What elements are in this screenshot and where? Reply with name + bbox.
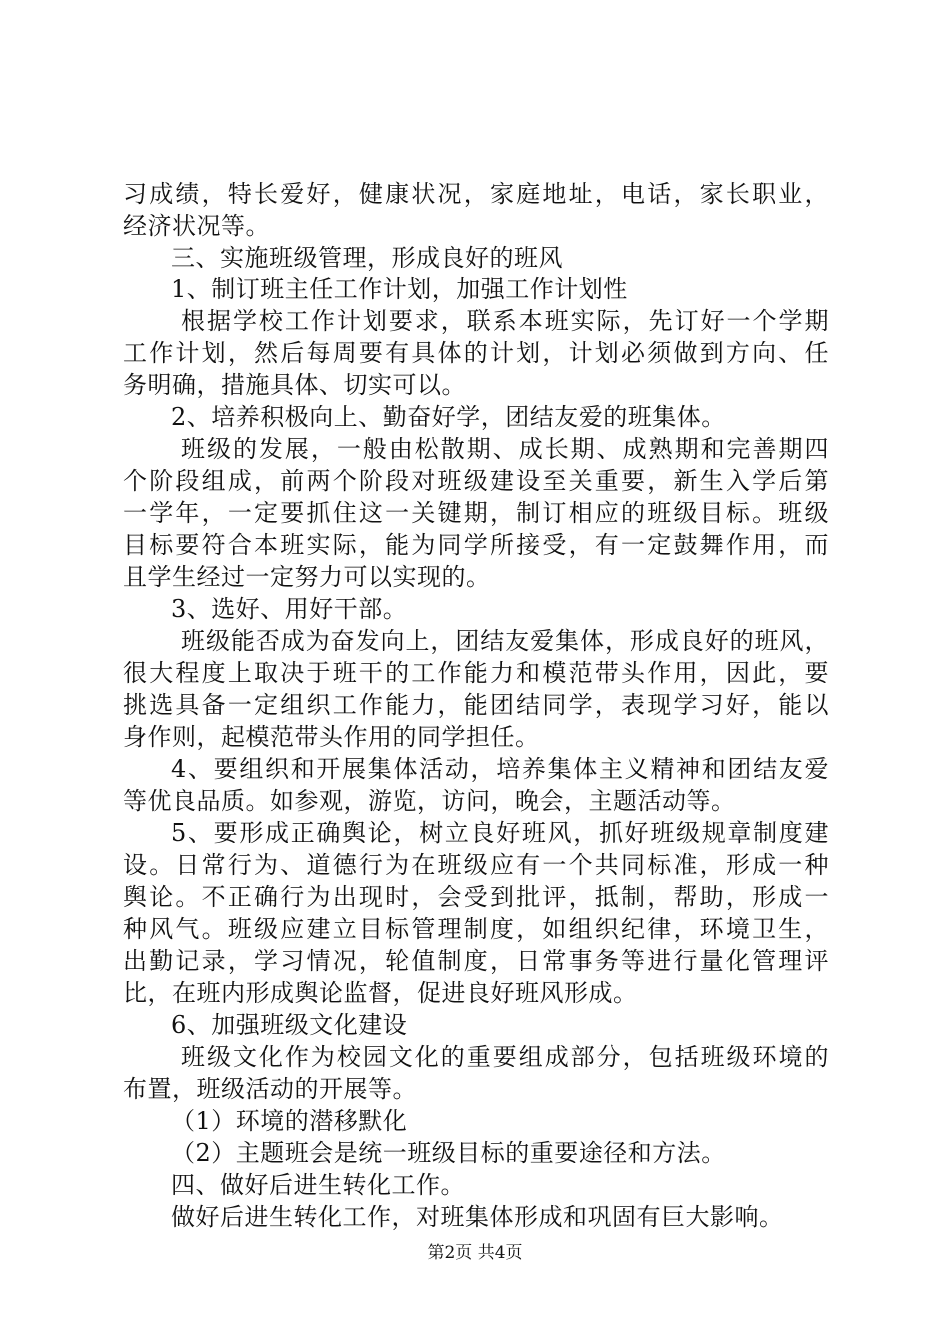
text-line: 等优良品质。如参观，游览，访问，晚会，主题活动等。 bbox=[123, 787, 736, 815]
section-heading: 三、实施班级管理，形成良好的班风 bbox=[171, 244, 563, 272]
subsection-heading: 5、要形成正确舆论，树立良好班风，抓好班级规章制度建 bbox=[171, 819, 829, 847]
text-line: 出勤记录，学习情况，轮值制度，日常事务等进行量化管理评 bbox=[123, 947, 829, 975]
list-item: （1）环境的潜移默化 bbox=[171, 1107, 408, 1135]
text-line: 很大程度上取决于班干的工作能力和模范带头作用，因此，要 bbox=[123, 659, 829, 687]
subsection-heading: 3、选好、用好干部。 bbox=[171, 595, 408, 623]
subsection-heading: 2、培养积极向上、勤奋好学，团结友爱的班集体。 bbox=[171, 403, 726, 431]
list-item: （2）主题班会是统一班级目标的重要途径和方法。 bbox=[171, 1139, 726, 1167]
text-line: 身作则，起模范带头作用的同学担任。 bbox=[123, 723, 540, 751]
text-line: 设。日常行为、道德行为在班级应有一个共同标准，形成一种 bbox=[123, 851, 829, 879]
subsection-heading: 4、要组织和开展集体活动，培养集体主义精神和团结友爱 bbox=[171, 755, 829, 783]
text-line: 种风气。班级应建立目标管理制度，如组织纪律，环境卫生， bbox=[123, 915, 829, 943]
page-footer: 第2页 共4页 bbox=[427, 1243, 523, 1263]
text-line: 工作计划，然后每周要有具体的计划，计划必须做到方向、任 bbox=[123, 339, 829, 367]
text-line: 一学年，一定要抓住这一关键期，制订相应的班级目标。班级 bbox=[123, 499, 829, 527]
text-line: 舆论。不正确行为出现时，会受到批评，抵制，帮助，形成一 bbox=[123, 883, 829, 911]
text-line: 班级的发展，一般由松散期、成长期、成熟期和完善期四 bbox=[181, 435, 829, 463]
text-line: 个阶段组成，前两个阶段对班级建设至关重要，新生入学后第 bbox=[123, 467, 829, 495]
text-line: 做好后进生转化工作，对班集体形成和巩固有巨大影响。 bbox=[171, 1203, 784, 1231]
text-line: 经济状况等。 bbox=[123, 212, 270, 240]
text-line: 目标要符合本班实际，能为同学所接受，有一定鼓舞作用，而 bbox=[123, 531, 829, 559]
text-line: 班级文化作为校园文化的重要组成部分，包括班级环境的 bbox=[181, 1043, 829, 1071]
text-line: 且学生经过一定努力可以实现的。 bbox=[123, 563, 491, 591]
text-line: 比，在班内形成舆论监督，促进良好班风形成。 bbox=[123, 979, 638, 1007]
text-line: 挑选具备一定组织工作能力，能团结同学，表现学习好，能以 bbox=[123, 691, 829, 719]
text-line: 务明确，措施具体、切实可以。 bbox=[123, 371, 466, 399]
subsection-heading: 6、加强班级文化建设 bbox=[171, 1011, 408, 1039]
text-line: 布置，班级活动的开展等。 bbox=[123, 1075, 417, 1103]
section-heading: 四、做好后进生转化工作。 bbox=[171, 1171, 465, 1199]
text-line: 习成绩，特长爱好，健康状况，家庭地址，电话，家长职业， bbox=[123, 180, 829, 208]
subsection-heading: 1、制订班主任工作计划，加强工作计划性 bbox=[171, 275, 628, 303]
text-line: 班级能否成为奋发向上，团结友爱集体，形成良好的班风， bbox=[181, 627, 829, 655]
text-line: 根据学校工作计划要求，联系本班实际，先订好一个学期 bbox=[181, 307, 829, 335]
